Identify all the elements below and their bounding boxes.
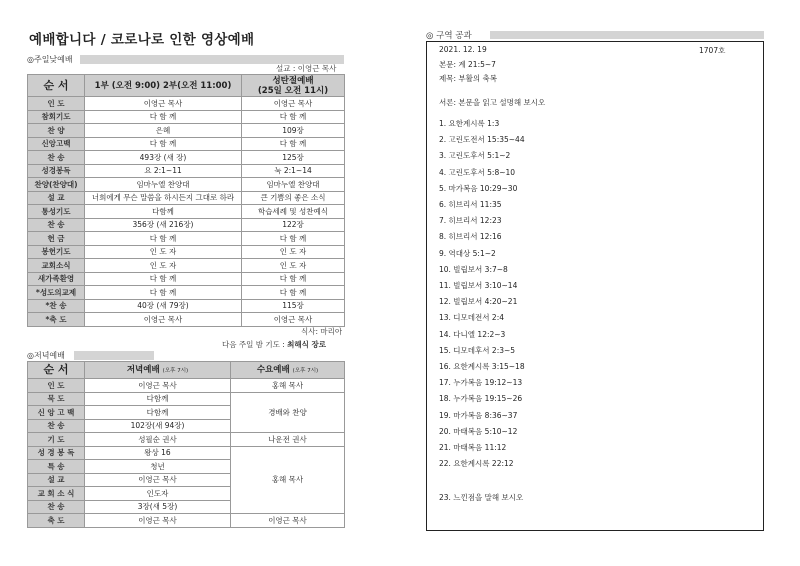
next-prayer-note: 다음 주일 밤 기도 : 최해식 장로 (222, 340, 327, 349)
header-regular-service: 1부 (오전 9:00) 2부(오전 11:00) (85, 75, 242, 97)
list-item: 18. 누가복음 19:15~26 (439, 394, 523, 404)
evening-service-heading: ◎저녁예배 (27, 351, 65, 360)
cell-study-box (426, 41, 764, 531)
wednesday-worship-cell: 경배와 찬양 (231, 392, 345, 433)
study-instruction: 서론: 본문을 읽고 설명해 보시오 (439, 98, 546, 107)
table-row: 찬양(찬양대) 임마누엘 찬양대 임마누엘 찬양대 (28, 178, 345, 192)
table-row: 인 도 이영근 목사 이영근 목사 (28, 97, 345, 111)
evening-heading-bar (74, 351, 154, 360)
morning-table-header (28, 75, 345, 97)
scripture-text: 본문: 계 21:5~7 (439, 60, 496, 69)
evening-service-table (27, 361, 345, 528)
cell-study-heading-bar (490, 31, 764, 39)
list-item: 2. 고린도전서 15:35~44 (439, 135, 525, 145)
table-row: 참회기도 다 함 께 다 함 께 (28, 110, 345, 124)
list-item: 10. 빌립보서 3:7~8 (439, 264, 508, 274)
table-row: 묵 도 다함께 경배와 찬양 (28, 392, 345, 406)
list-item: 22. 요한계시록 22:12 (439, 459, 514, 469)
list-item: 5. 마가복음 10:29~30 (439, 183, 518, 193)
study-date: 2021. 12. 19 (439, 45, 487, 54)
list-item: 6. 히브리서 11:35 (439, 200, 502, 209)
issue-number: 1707호 (699, 46, 726, 55)
list-item: 20. 마태복음 5:10~12 (439, 426, 518, 436)
table-row: 설 교 이영근 목사 (28, 473, 345, 487)
wednesday-preacher-cell: 홍해 목사 (231, 446, 345, 514)
list-item: 9. 역대상 5:1~2 (439, 248, 496, 258)
table-row: 신앙고백 다 함 께 다 함 께 (28, 137, 345, 151)
list-item: 14. 다니엘 12:2~3 (439, 329, 506, 339)
list-item: 11. 빌립보서 3:10~14 (439, 281, 518, 290)
list-item: 13. 디모데전서 2:4 (439, 313, 504, 323)
list-item: 4. 고린도후서 5:8~10 (439, 167, 516, 177)
table-row: *찬 송 40장 (새 79장) 115장 (28, 299, 345, 313)
table-row: 찬 송 493장 (새 장) 125장 (28, 151, 345, 165)
study-subject: 제목: 부활의 축복 (439, 74, 498, 83)
list-item: 15. 디모데후서 2:3~5 (439, 345, 516, 355)
morning-preacher: 설교 : 이영근 목사 (276, 64, 337, 73)
table-row: 성경봉독 요 2:1~11 눅 2:1~14 (28, 164, 345, 178)
table-row: 헌 금 다 함 께 다 함 께 (28, 232, 345, 246)
header-special-service: 성탄절예배 (25일 오전 11시) (242, 75, 345, 97)
conclusion-question: 23. 느낀점을 말해 보시오 (439, 493, 524, 502)
table-row: 인 도 이영근 목사 홍해 목사 (28, 379, 345, 393)
table-row: 찬 송 3장(새 5장) (28, 500, 345, 514)
table-row: *성도의교제 다 함 께 다 함 께 (28, 286, 345, 300)
table-row: 신 앙 고 백 다함께 (28, 406, 345, 420)
list-item: 16. 요한계시록 3:15~18 (439, 362, 525, 371)
table-row: 기 도 성필순 권사 나운전 권사 (28, 433, 345, 447)
list-item: 7. 히브리서 12:23 (439, 216, 502, 226)
list-item: 1. 요한계시록 1:3 (439, 119, 500, 128)
table-row: *축 도 이영근 목사 이영근 목사 (28, 313, 345, 327)
list-item: 3. 고린도후서 5:1~2 (439, 151, 511, 161)
morning-service-heading: ◎주일낮예배 (27, 55, 73, 64)
table-row: 봉헌기도 인 도 자 인 도 자 (28, 245, 345, 259)
header-wednesday: 수요예배 (오후 7시) (231, 362, 345, 379)
header-order: 순 서 (28, 75, 85, 97)
list-item: 12. 빌립보서 4:20~21 (439, 297, 518, 307)
table-row: 교회소식 인 도 자 인 도 자 (28, 259, 345, 273)
list-item: 21. 마태복음 11:12 (439, 443, 507, 452)
page-title: 예배합니다 / 코로나로 인한 영상예배 (29, 32, 255, 48)
table-row: 찬 송 102장(새 94장) (28, 419, 345, 433)
evening-table-header (28, 362, 345, 379)
list-item: 17. 누가복음 19:12~13 (439, 378, 523, 388)
table-row: 찬 송 356장 (새 216장) 122장 (28, 218, 345, 232)
cell-study-heading: ◎ 구역 공과 (426, 31, 472, 41)
header-order: 순 서 (28, 362, 85, 379)
table-row: 찬 양 은혜 109장 (28, 124, 345, 138)
list-item: 8. 히브리서 12:16 (439, 232, 502, 242)
meal-note: 식사: 마리아 (301, 327, 343, 336)
table-row: 성 경 봉 독 왕상 16 홍해 목사 (28, 446, 345, 460)
table-row: 축 도 이영근 목사 이영근 목사 (28, 514, 345, 528)
list-item: 19. 마가복음 8:36~37 (439, 410, 518, 420)
morning-service-table (27, 74, 345, 327)
table-row: 특 송 청년 (28, 460, 345, 474)
table-row: 통성기도 다함께 학습세례 및 성찬예식 (28, 205, 345, 219)
header-sunday-evening: 저녁예배 (오후 7시) (85, 362, 231, 379)
table-row: 새가족환영 다 함 께 다 함 께 (28, 272, 345, 286)
table-row: 교 회 소 식 인도자 (28, 487, 345, 501)
table-row: 설 교 너희에게 무슨 말씀을 하시든지 그대로 하라 큰 기쁨의 좋은 소식 (28, 191, 345, 205)
